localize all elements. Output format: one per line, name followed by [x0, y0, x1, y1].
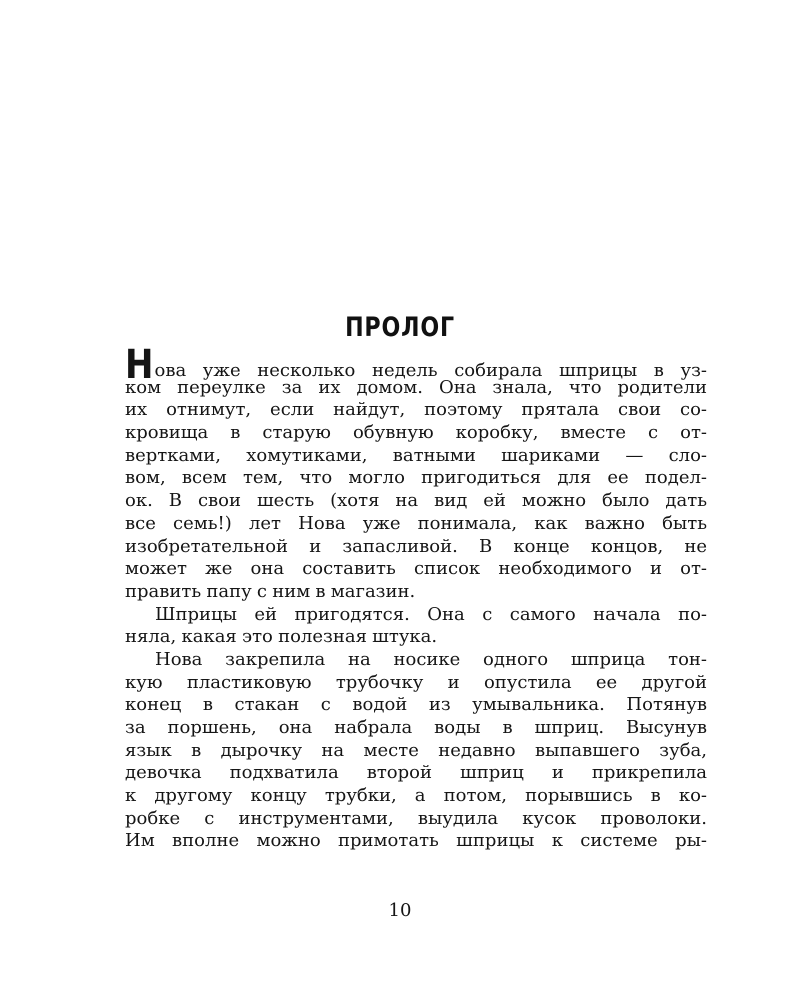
- text-line: Нова закрепила на носике одного шприца тон-: [155, 648, 707, 670]
- text-line: девочка подхватила второй шприц и прикрепила: [125, 762, 707, 784]
- text-line: ком переулке за их домом. Она знала, что родители: [125, 376, 707, 398]
- body-text: [125, 342, 707, 853]
- text-line: ок. В свои шесть (хотя на вид ей можно было дать: [125, 490, 707, 512]
- text-line: няла, какая это полезная штука.: [125, 626, 438, 648]
- paragraph-3: [125, 649, 707, 853]
- text-line: робке с инструментами, выудила кусок проволоки.: [125, 807, 707, 829]
- paragraph-1: [125, 342, 707, 604]
- paragraph-2: [125, 604, 707, 649]
- text-line: может же она составить список необходимого и от-: [125, 558, 707, 580]
- text-line: вертками, хомутиками, ватными шариками — сло-: [125, 444, 707, 466]
- page-number: 10: [388, 900, 412, 921]
- text-line: Им вполне можно примотать шприцы к системе ры-: [125, 830, 707, 852]
- drop-cap: Н: [125, 342, 154, 388]
- text-line: конец в стакан с водой из умывальника. Потянув: [125, 694, 707, 716]
- text-line: Шприцы ей пригодятся. Она с самого начала по-: [155, 603, 707, 625]
- text-line: править папу с ним в магазин.: [125, 580, 416, 602]
- text-line: кую пластиковую трубочку и опустила ее другой: [125, 671, 707, 693]
- text-line: за поршень, она набрала воды в шприц. Высунув: [125, 717, 707, 738]
- text-line: Нова уже несколько недель собирала шприцы в уз-: [125, 342, 707, 388]
- text-line: все семь!) лет Нова уже понимала, как важно быть: [125, 512, 707, 534]
- chapter-title: ПРОЛОГ: [345, 312, 455, 343]
- text-line: к другому концу трубки, а потом, порывшись в ко-: [125, 785, 707, 807]
- text-line: язык в дырочку на месте недавно выпавшего зуба,: [125, 739, 707, 761]
- text-line: изобретательной и запасливой. В конце концов, не: [125, 535, 707, 557]
- text-line: вом, всем тем, что могло пригодиться для ее подел-: [125, 467, 707, 489]
- text-line: их отнимут, если найдут, поэтому прятала свои со-: [125, 399, 707, 421]
- text-line: кровища в старую обувную коробку, вместе с от-: [125, 422, 707, 444]
